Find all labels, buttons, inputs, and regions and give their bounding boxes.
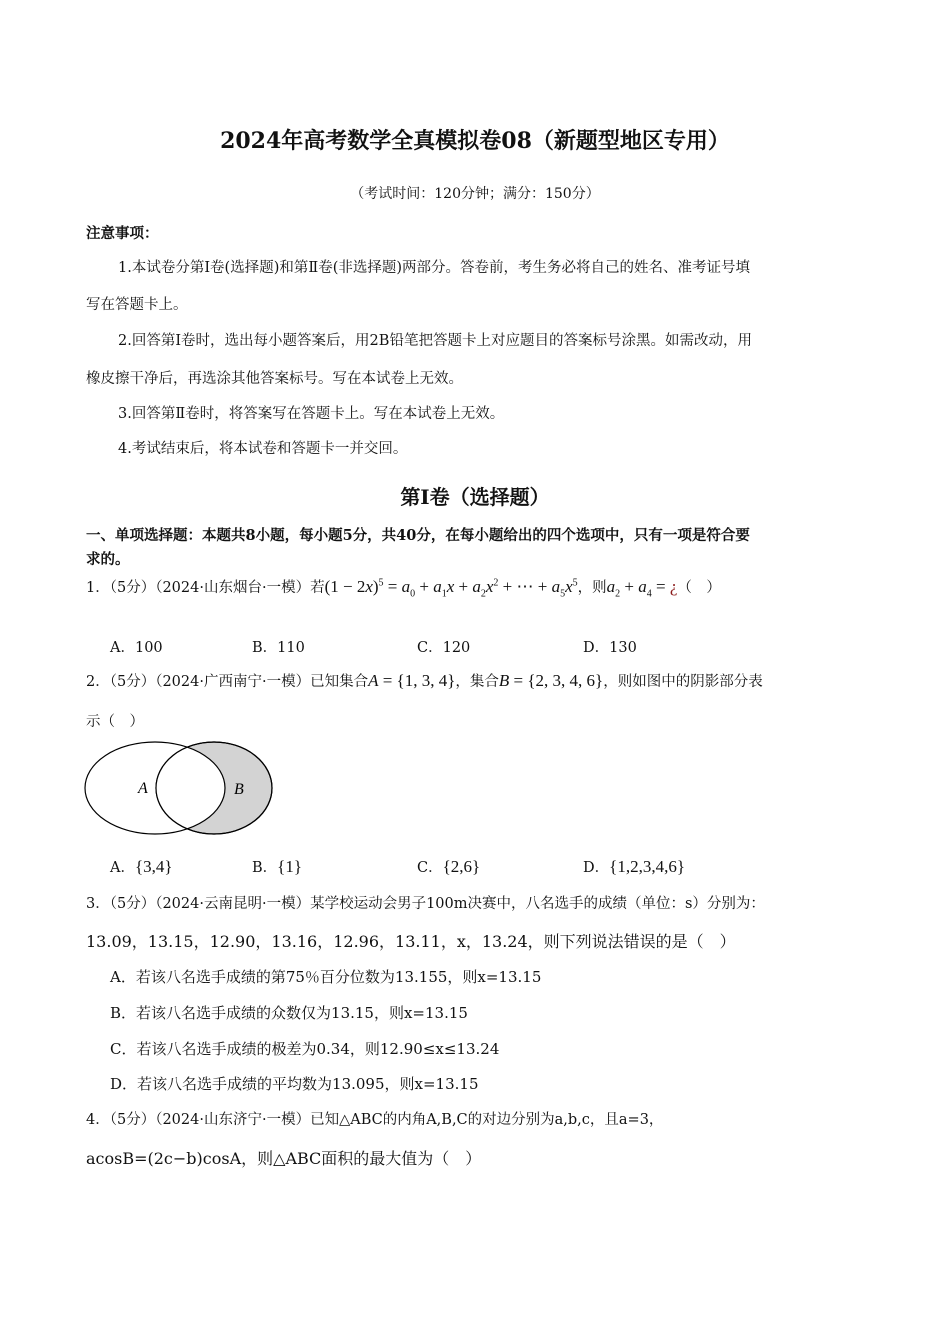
venn-diagram xyxy=(84,738,278,838)
question-2-line-2: 示（ ） xyxy=(86,714,144,730)
question-1-prefix: 1．（5分）（2024·山东烟台·一模）若 xyxy=(86,580,325,596)
note-2-line-2: 橡皮擦干净后，再选涂其他答案标号。写在本试卷上无效。 xyxy=(86,371,463,387)
question-4-line-2: acosB=(2c−b)cosA，则△ABC面积的最大值为（ ） xyxy=(86,1149,482,1168)
question-2-option-b: B．{1} xyxy=(252,857,302,876)
note-1-line-1: 1.本试卷分第Ⅰ卷(选择题)和第Ⅱ卷(非选择题)两部分。答卷前，考生务必将自己的姓名、准考证号填 xyxy=(118,260,751,276)
note-1-line-2: 写在答题卡上。 xyxy=(86,297,188,313)
question-3-line-1: 3．（5分）（2024·云南昆明·一模）某学校运动会男子100m决赛中，八名选手的成绩（单位：s）分别为： xyxy=(86,896,765,912)
set-b-definition: B = {2, 3, 4, 6} xyxy=(498,671,604,690)
question-2-option-d: D．{1,2,3,4,6} xyxy=(583,857,685,876)
venn-label-b: B xyxy=(234,781,244,798)
venn-label-a: A xyxy=(138,780,148,797)
question-3-option-c: C．若该八名选手成绩的极差为0.34，则12.90≤x≤13.24 xyxy=(110,1040,500,1058)
section-title: 第Ⅰ卷（选择题） xyxy=(400,485,550,509)
question-1-option-b: B．110 xyxy=(252,640,305,656)
question-1-option-d: D．130 xyxy=(583,640,637,656)
section-intro-line-1: 一、单项选择题：本题共8小题，每小题5分，共40分，在每小题给出的四个选项中，只有一项是符合要 xyxy=(86,527,750,544)
question-3-option-b: B．若该八名选手成绩的众数仅为13.15，则x=13.15 xyxy=(110,1004,468,1022)
question-2 xyxy=(86,670,763,691)
question-1-suffix: ，则 xyxy=(577,580,607,596)
note-2-line-1: 2.回答第Ⅰ卷时，选出每小题答案后，用2B铅笔把答题卡上对应题目的答案标号涂黑。如需改动，用 xyxy=(118,333,752,349)
set-a-definition: A = {1, 3, 4} xyxy=(368,671,456,690)
question-2-option-c: C．{2,6} xyxy=(417,857,481,876)
note-4: 4.考试结束后，将本试卷和答题卡一并交回。 xyxy=(118,441,408,457)
question-2-mid: ，集合 xyxy=(455,674,499,690)
notes-heading: 注意事项： xyxy=(86,225,159,242)
question-1-option-c: C．120 xyxy=(417,640,471,656)
question-1-formula: $(1 - 2x)^5 = a_0 + a_1x + a_2x^2$ + ⋯ + $a_5x^5$ xyxy=(324,577,578,600)
note-3: 3.回答第Ⅱ卷时，将答案写在答题卡上。写在本试卷上无效。 xyxy=(118,406,505,422)
question-3-line-2: 13.09，13.15，12.90，13.16，12.96，13.11，x，13.24，则下列说法错误的是（ ） xyxy=(86,932,736,951)
question-1-option-a: A．100 xyxy=(110,640,163,656)
question-1-target: $a_2 + a_4$ = ¿ xyxy=(606,577,678,600)
exam-time-info: （考试时间：120分钟；满分：150分） xyxy=(350,186,600,202)
question-3-option-a: A．若该八名选手成绩的第75％百分位数为13.155，则x=13.15 xyxy=(110,968,542,986)
question-2-prefix: 2．（5分）（2024·广西南宁·一模）已知集合 xyxy=(86,674,369,690)
section-intro-line-2: 求的。 xyxy=(86,551,130,568)
question-2-suffix: ，则如图中的阴影部分表 xyxy=(603,674,763,690)
page-title: 2024年高考数学全真模拟卷08（新题型地区专用） xyxy=(220,128,730,154)
question-4-line-1: 4．（5分）（2024·山东济宁·一模）已知△ABC的内角A,B,C的对边分别为a,b,c，且a=3， xyxy=(86,1112,664,1128)
question-1 xyxy=(86,576,721,599)
question-2-option-a: A．{3,4} xyxy=(110,857,173,876)
question-1-bracket: （ ） xyxy=(677,580,721,596)
question-3-option-d: D．若该八名选手成绩的平均数为13.095，则x=13.15 xyxy=(110,1075,479,1093)
